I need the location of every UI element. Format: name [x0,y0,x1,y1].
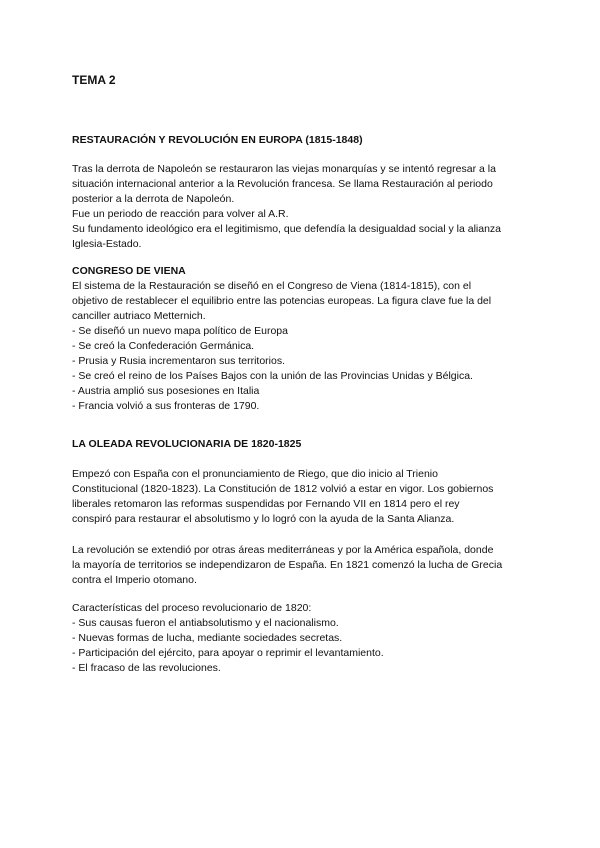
text-line: conspiró para restaurar el absolutismo y lo logró con la ayuda de la Santa Alianza. [72,513,455,525]
text-line: Tras la derrota de Napoleón se restauraron las viejas monarquías y se intentó regresar a la [72,163,496,175]
section-heading-oleada: LA OLEADA REVOLUCIONARIA DE 1820-1825 [72,438,302,450]
text-line: situación internacional anterior a la Revolución francesa. Se llama Restauración al periodo [72,178,493,190]
text-line: Fue un periodo de reacción para volver al A.R. [72,208,289,220]
text-line: La revolución se extendió por otras áreas mediterráneas y por la América española, donde [72,544,494,556]
page-title: TEMA 2 [72,73,116,87]
text-line: la mayoría de territorios se independizaron de España. En 1821 comenzó la lucha de Grecia [72,559,503,571]
text-line: Constitucional (1820-1823). La Constitución de 1812 volvió a estar en vigor. Los gobiernos [72,483,494,495]
text-line: Características del proceso revolucionario de 1820: [72,602,312,614]
list-item: - Sus causas fueron el antiabsolutismo y el nacionalismo. [72,617,339,629]
text-line: posterior a la derrota de Napoleón. [72,193,235,205]
section-heading-congreso-viena: CONGRESO DE VIENA [72,265,186,277]
text-line: Su fundamento ideológico era el legitimismo, que defendía la desigualdad social y la alianza [72,223,502,235]
section-para-3 [72,601,532,676]
list-item: - Austria amplió sus posesiones en Italia [72,385,260,397]
section-heading-restauracion: RESTAURACIÓN Y REVOLUCIÓN EN EUROPA (1815-1848) [72,134,363,146]
list-item: - Prusia y Rusia incrementaron sus territorios. [72,355,285,367]
text-line: objetivo de restablecer el equilibrio entre las potencias europeas. La figura clave fue la del [72,295,492,307]
text-line: Empezó con España con el pronunciamiento de Riego, que dio inicio al Trienio [72,468,438,480]
text-line: liberales retomaron las reformas suspendidas por Fernando VII en 1814 pero el rey [72,498,460,510]
list-item: - El fracaso de las revoluciones. [72,662,221,674]
section-body-congreso-viena [72,279,532,414]
list-item: - Nuevas formas de lucha, mediante sociedades secretas. [72,632,343,644]
list-item: - Se diseñó un nuevo mapa político de Europa [72,325,288,337]
text-line: El sistema de la Restauración se diseñó en el Congreso de Viena (1814-1815), con el [72,280,472,292]
list-item: - Francia volvió a sus fronteras de 1790. [72,400,260,412]
text-line: contra el Imperio otomano. [72,574,197,586]
section-body-restauracion [72,162,532,252]
section-para-2 [72,543,532,588]
text-line: canciller autriaco Metternich. [72,310,206,322]
list-item: - Se creó la Confederación Germánica. [72,340,255,352]
text-line: Iglesia-Estado. [72,238,142,250]
section-para-1 [72,467,532,527]
list-item: - Se creó el reino de los Países Bajos con la unión de las Provincias Unidas y Bélgica. [72,370,473,382]
list-item: - Participación del ejército, para apoyar o reprimir el levantamiento. [72,647,384,659]
